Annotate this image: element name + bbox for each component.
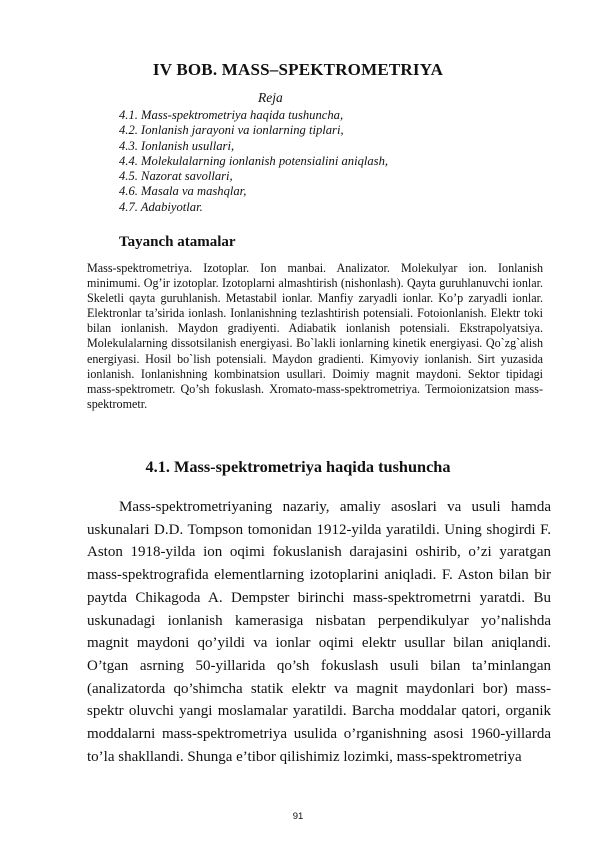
plan-list bbox=[119, 108, 388, 215]
keywords-text: Mass-spektrometriya. Izotoplar. Ion manbai. Analizator. Molekulyar ion. Ionlanish minimumi. Og’ir izotoplar. Izotoplarni almashtirish (nishonlash). Qayta guruhlanuvchi ionlar. Skeletli qayta guruhlanish. Metastabil ionlar. Manfiy zaryadli ionlar. Ko’p zaryadli ionlar. Elektronlar ta’sirida ionlash. Ionlanishning tezlashtirish potensiali. Fotoionlanish. Elektr toki bilan ionlanish. Maydon gradiyenti. Adiabatik ionlanish potensiali. Ekstrapolyatsiya. Molekulalarning dissotsilanish energiyasi. Bo`lakli ionlarning kinetik energiyasi. Qo`zg`alish energiyasi. Hosil bo`lish potensiali. Maydon gradienti. Kimyoviy ionlanish. Sirt yuzasida ionlanish. Ionlanishning kombinatsion usullari. Doimiy magnit maydoni. Sektor tipidagi mass-spektrometr. Qo’sh fokuslash. Xromato-mass-spektrometriya. Termoionizatsion mass-spektrometr. bbox=[87, 261, 543, 411]
plan-item: 4.1. Mass-spektrometriya haqida tushuncha, bbox=[119, 108, 344, 122]
plan-item: 4.2. Ionlanish jarayoni va ionlarning tiplari, bbox=[119, 123, 344, 138]
plan-heading: Reja bbox=[258, 90, 283, 105]
body-paragraph: Mass-spektrometriyaning nazariy, amaliy asoslari va usuli hamda uskunalari D.D. Tompson tomonidan 1912-yilda yaratildi. Uning shogirdi F. Aston 1918-yilda ion oqimi fokuslanish darajasini oshirib, o’zi yaratgan mass-spektrografida elementlarning izotoplarini aniqladi. F. Aston bilan bir paytda Chikagoda A. Dempster birinchi mass-spektrometrni yaratdi. Bu uskunadagi ionlanish kamerasiga nisbatan perpendikulyar yo’nalishda magnit maydoni qo’yildi va ionlar oqimi elektr usullar bilan aniqlandi. O’tgan asrning 50-yillarida qo’sh fokuslash usuli bilan ta’minlangan (analizatorda qo’shimcha statik elektr va magnit maydonlari bor) mass-spektr oluvchi yangi moslamalar yaratildi. Barcha moddalar qatori, organik moddalarni mass-spektrometriya usulida o’rganishning asosi 1960-yillarda to’la shakllandi. Shunga e’tibor qilishimiz lozimki, mass-spektrometriya bbox=[87, 499, 551, 765]
keywords-heading: Tayanch atamalar bbox=[119, 234, 236, 250]
chapter-title: IV BOB. MASS–SPEKTROMETRIYA bbox=[152, 60, 444, 79]
plan-item: 4.6. Masala va mashqlar, bbox=[119, 184, 247, 199]
section-heading: 4.1. Mass-spektrometriya haqida tushuncha bbox=[145, 457, 451, 476]
plan-item: 4.5. Nazorat savollari, bbox=[119, 169, 233, 184]
plan-item: 4.3. Ionlanish usullari, bbox=[119, 138, 235, 153]
plan-item: 4.7. Adabiyotlar. bbox=[119, 199, 203, 214]
plan-item: 4.4. Molekulalarning ionlanish potensialini aniqlash, bbox=[119, 153, 389, 168]
page-number: 91 bbox=[292, 811, 304, 822]
